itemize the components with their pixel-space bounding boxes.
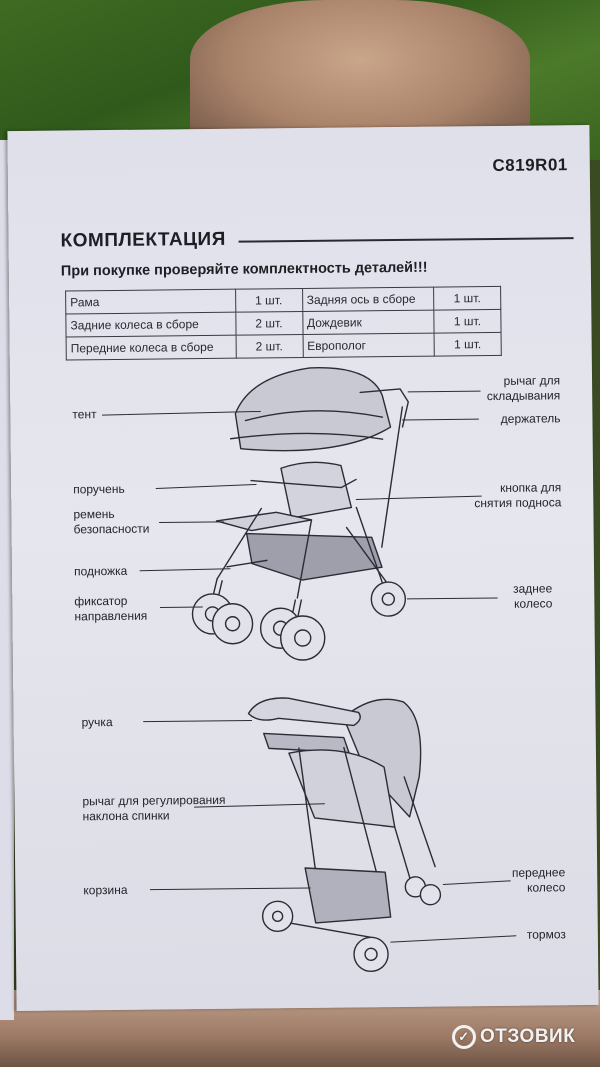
- part-name: Рама: [66, 289, 236, 314]
- part-qty: 1 шт.: [235, 288, 302, 312]
- label-handle: ручка: [81, 715, 113, 730]
- model-number: C819R01: [492, 155, 568, 175]
- part-qty: 1 шт.: [434, 286, 501, 310]
- back-stroller-drawing: [248, 696, 441, 972]
- label-holder: держатель: [500, 411, 561, 426]
- part-qty: 2 шт.: [236, 334, 303, 358]
- label-front-wheel: переднее колесо: [511, 865, 566, 895]
- label-folding-lever: рычаг для складывания: [486, 373, 561, 404]
- part-name: Дождевик: [302, 310, 434, 334]
- section-subtitle: При покупке проверяйте комплектность деталей!!!: [60, 259, 428, 280]
- label-footrest: подножка: [73, 563, 128, 579]
- part-qty: 1 шт.: [434, 309, 501, 333]
- label-rear-wheel: заднее колесо: [512, 581, 553, 611]
- label-handrail: поручень: [73, 481, 125, 497]
- label-safety-belt: ремень безопасности: [73, 506, 150, 537]
- manual-page: [7, 125, 598, 1011]
- part-name: Европолог: [303, 333, 435, 357]
- part-name: Передние колеса в сборе: [66, 335, 236, 360]
- part-qty: 2 шт.: [235, 311, 302, 335]
- part-name: Задние колеса в сборе: [66, 312, 236, 337]
- part-qty: 1 шт.: [434, 332, 501, 356]
- watermark-text: ОТЗОВИК: [480, 1026, 576, 1047]
- front-stroller-drawing: [190, 367, 411, 661]
- label-basket: корзина: [83, 882, 128, 898]
- label-direction-lock: фиксатор направления: [74, 593, 148, 624]
- section-title: КОМПЛЕКТАЦИЯ: [60, 228, 226, 252]
- watermark: [452, 1025, 575, 1049]
- label-tent: тент: [72, 407, 97, 422]
- otzovik-logo-icon: ✓: [452, 1025, 476, 1049]
- label-brake: тормоз: [526, 927, 566, 942]
- label-tray-button: кнопка для снятия подноса: [474, 480, 562, 511]
- part-name: Задняя ось в сборе: [302, 287, 434, 311]
- label-recline-lever: рычаг для регулирования наклона спинки: [82, 792, 226, 824]
